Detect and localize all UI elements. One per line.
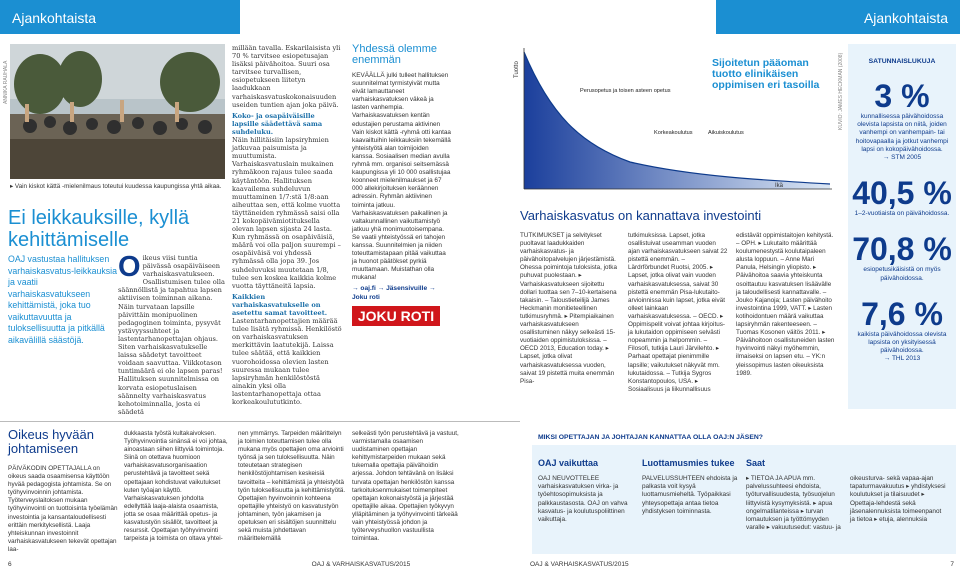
bottom-col-2: dukkaasta työstä kultakaivoksen. Työhyvinvointia sinänsä ei voi johtaa, ainoastaan siihen liittyviä toimintoja. Siinä on otettava huomioon varhaiskasvatusorganisaation perustehtävä ja tavoitteet sekä opettajaan kohdistuvat vaikutukset kuten työajan käyttö. Varhaiskasvatuksen johdolta edellyttää laaja-alaista osaamista, jotta se osaa määrittää opetus- ja kasvatustyön sisällöt, tavoitteet ja resurssit. Opettajan työhyvinvointi tarpeista ja toimista on oltava yhtei- [124, 430, 228, 543]
chart-credit: KUVIO: JAMES HECKMAN (2008) [838, 52, 844, 130]
article-text: ikeus viisi tuntia päivässä osapäiväiseen varhaiskasvatukseen. Osallistumisen tulee olla säännöllistä ja tapahtua lapsen aktiivisen toiminnan aikana. Näin turvataan lapsille päivittäin monipuolinen pedagoginen toiminta, pysyvät ystävyyssuhteet ja lastentarhanopettajan ohjaus. Siten varhaiskasvatukselle laissa säädetyt tavoitteet voidaan saavuttaa. Viikkotason tuntimäärä ei ole lapsen paras! Hallituksen suunnitelmissa on korvata esiopetuslaisen säännelty varhaiskasvatus kehotoiminnalla, josta ei säädetä [118, 254, 225, 416]
label-varhaiskasvatus: Varhaiskasvatus [538, 68, 582, 74]
subheading: Kaikkien varhaiskasvatukselle on asetettu samat tavoitteet. [232, 292, 328, 317]
oaj-link[interactable]: → oaj.fi → Jäsensivuille → Joku roti [352, 285, 436, 302]
page-number: 6 [8, 561, 12, 568]
label-aikuiskoulutus: Aikuiskoulutus [708, 130, 744, 136]
stat-value: 7,6 % [861, 295, 943, 332]
axis-y-label: Tuotto [514, 61, 520, 78]
membership-col-title: Luottamusmies tukee [642, 458, 735, 468]
sidebar-text: KEVÄÄLLÄ julki tulleet hallituksen suunnitelmat tyrmistyivät mutta eivät lamauttaneet varhaiskasvatuksen väkeä ja lasten vanhempia. Varhaiskasvatuksen kentän edustajien perustama aktivinen Vain kiskot kättä -ryhmä otti kantaa kaavailtuihin leikkauksiin tekemällä yhteistyötä alan toimijoiden kanssa. Sosiaalisen median avulla ryhmä mm. organisoi seitsemässä kaupungissa yli 10 000 osallistujaa koonneet mielenilmaukset ja 67 000 allekirjoituksen keräännen adressin. Ryhmän aktiivinen toiminta jatkuu. Varhaiskasvatuksen paikallinen ja valtakunnallinen vaikuttamistyö jatkuu yhä monimuotoisempana. Se vaatii yhteistyössä eri tahojen kanssa. Suunnitelmien ja niiden toteuttamistapaan pitää vaikuttaa ja huonot päätökset pyrkiä muuttamaan. Muistathan olla mukana! [352, 72, 451, 282]
header-label: Ajankohtaista [12, 10, 97, 26]
invest-col-2: tutkimuksissa. Lapset, jotka osallistuivat useamman vuoden ajan varhaiskasvatukseen saivat 22 pistettä enemmän. – Lärdrförbundet Ruotsi, 2005. ▸ Lapset, jotka olivat vain vuoden varhaiskasvatuksessa, saivat 30 pistettä enemmän Pisa-lukutaito-arvioinnissa kuin lapset, jotka eivät olleet lainkaan varhaiskasvatuksessa. – OECD. ▸ Oppimispelit voivat johtaa kirjoitus- ja lukutaidon oppimiseen selvästi nopeammin ja helpommin. – Filosofi, tutkija Lauri Järvilehto. ▸ Parhaat opettajat pienimmille lapsille; vaikutukset näkyvät mm. lukutaidossa. – Tutkija Sygros Konstantopoulos, USA. ▸ Sosiaalisuus ja liikunnallisuus [628, 232, 728, 393]
stat-source: → STM 2005 [882, 154, 922, 162]
footer-left [8, 561, 410, 568]
publication: OAJ & VARHAISKASVATUS/2015 [311, 561, 411, 568]
lead-intro: OAJ vastustaa hallituksen varhaiskasvatus-leikkauksia ja vaatii varhaiskasvatukseen kehittämistä, joka tuo vaikuttavuutta ja tuloksellisuutta ja pitkällä aikavälillä säästöjä. [8, 254, 118, 345]
side-credit: ANNIKA RAUHALA [3, 60, 9, 104]
membership-col-title: Saat [746, 458, 766, 468]
subheading: Koko- ja osapäiväisille lapsille säädettävä sama suhdeluku. [232, 111, 323, 136]
membership-col-title [850, 458, 946, 469]
lead-title: Ei leikkauksille, kyllä kehittämiselle [8, 207, 190, 251]
photo-caption: ▸ Vain kiskot kättä -mielenilmaus toteutui kuudessa kaupungissa yhtä aikaa. [10, 183, 222, 190]
stat-text: esiopetusikäisistä on myös päivähoidossa. [863, 266, 941, 282]
publication: OAJ & VARHAISKASVATUS/2015 [530, 561, 629, 568]
header-bar-right [716, 0, 960, 34]
header-label: Ajankohtaista [863, 10, 948, 26]
bottom-title: Oikeus hyvään johtamiseen [8, 427, 94, 456]
joku-roti-logo: JOKU ROTI [352, 306, 440, 326]
membership-col [746, 458, 842, 532]
membership-col-text: ▸ TIETOA JA APUA mm. palvelussuhteesi ehdoista, työturvallisuudesta, työsuojelun liittyvistä kysymyksistä. ▸ apua ongelmatilanteissa ▸ turvan lomautuksen ja työttömyyden varalle ▸ vakuutusedut: vastuu- ja [746, 475, 841, 532]
sidebar-title: Yhdessä olemme enemmän [352, 43, 437, 66]
protest-photo [10, 44, 225, 179]
article-col-3 [232, 44, 342, 406]
invest-col-3: edistävät oppimistaitojen kehitystä. – OPH. ▸ Lukutaito määrittää koulumenestystä koulutaipaleen alusta loppuun. – Anne Mari Panula, Helsingin yliopisto. ▸ Päivähoitoa saavia yhteiskunta osoittautuu kasvatuksen lisäävälle ja taloudellisesti kannattavalle. – Jouko Kajanoja; Lasten päivähoito investointina 1999, VATT. ▸ Lasten kotihoidontuen määrä vaikuttaa lapsiryhmän rakenteeseen. – Tuomas Kosonen väitös 2011. ▸ Päivähoitoon osallistuneiden lasten hyvinvointi näkyi myöhemmin, ilmaiseksi on lapsen etu. – YK:n yleissopimus lasten oikeuksista 1989. [736, 232, 835, 377]
footer-right [530, 561, 954, 568]
header-bar-left [0, 0, 240, 34]
chart-title: Sijoitetun pääoman tuotto elinikäisen oppimisen eri tasoilla [712, 57, 820, 91]
membership-col-text: oikeusturva- sekä vapaa-ajan tapaturmavakuutus ▸ yhdistyksesi koulutukset ja tilaisuudet ▸ Opettaja-lehdestä sekä jäsenalennuksista toimeenpanot ja tietoa ▸ etuja, alennuksia [850, 475, 946, 524]
bottom-col-4: selkeästi työn perustehtävä ja vastuut, varmistamalla osaamisen uudistaminen opettajan kehittymistarpeiden mukaan sekä tukemalla opettajia päivähoidin arjessa. Johdon tehtävänä on lisäksi turvata opettajan henkilöstön kanssa tarkoituksenmukaiset toimenpiteet opettajan kokonaistyöstä ja järjestää opettajille aikaa. Opettajien työkyvyn ylläpitäminen ja työhyvinvointi tärkeää vain yhteistyössä johdon ja työterveyshuollon vastuullista toimintaa. [352, 430, 459, 543]
stat-item [851, 297, 953, 364]
membership-col [642, 458, 738, 532]
label-korkeakoulutus: Korkeakoulutus [654, 130, 693, 136]
article-text: Näin hillitäisiin lapsiryhmien jatkuvaa paisumista ja muuttumista. Varhaiskasvatuslain mukainen ryhmäkoon rajaus tulee saada käytäntöön. Hallituksen kaavailema suhdeluvun muuttaminen 1/7:stä 1/8:aan aiheuttaa sen, että kolme vuotta täyttäneiden ryhmässä saisi olla 21 kokopäivämiotituksella olevan lapsen sijasta 24 lasta. Kun ryhmässä on osapäiväisiä, määrä voi olla paljon suurempi – osapäiväisä voi yhdessä ryhmässä olla jopa 39. Jos suhdeluvuksi muutetaan 1/8, tulee sen koskea kaikkia kolme vuotta täyttäneitä lapsia. [232, 136, 341, 290]
membership-col-text: PALVELUSSUHTEEN ehdoista ja palkasta voit kysyä luottamusmieheltä. Työpaikkasi yhteysopettaja antaa tietoa yhdistyksen toiminnasta. [642, 475, 738, 515]
stat-item [851, 176, 953, 218]
stats-panel [848, 44, 956, 409]
stat-value: 3 % [874, 78, 930, 114]
membership-heading: MIKSI OPETTAJAN JA JOHTAJAN KANNATTAA OLLA OAJ:N JÄSEN? [532, 430, 956, 446]
stat-text: kunnallisessa päivähoidossa olevista lapsista on niitä, joiden vanhempi on vanhempain- tai hoitovapaalla ja jotkut vanhempi lapsi on kokopäivähoidossa. [855, 113, 949, 153]
membership-col-title: OAJ vaikuttaa [538, 458, 599, 468]
stat-item [851, 79, 953, 162]
membership-box [532, 430, 956, 554]
dropcap: O [118, 251, 141, 283]
stat-value: 40,5 % [852, 175, 952, 212]
photo-caption-text: Vain kiskot kättä -mielenilmaus toteutui kuudessa kaupungissa yhtä aikaa. [14, 183, 222, 190]
article-col-2 [118, 251, 228, 416]
divider [0, 421, 520, 422]
membership-col-text: OAJ NEUVOTTELEE varhaiskasvatuksen virka- ja työehtosopimuksista ja palkkaustasosta. OAJ on vahva kasvatus- ja koulutuspoliittinen vaikuttaja. [538, 475, 628, 524]
axis-x-label: Ikä [775, 183, 784, 189]
sidebar-box [352, 44, 452, 326]
stat-source: → THL 2013 [883, 355, 921, 363]
stat-item [851, 232, 953, 282]
invest-col-1: TUTKIMUKSET ja selvitykset puoltavat laadukkaiden varhaiskasvatus- ja päivähoitopalvelujen järjestämistä. Ohessa poimintoja tuloksista, jotka puhuvat puolestaan. ▸ Varhaiskasvatukseen sijoitettu dollari tuottaa sen 7–10-kertaisena takaisin. – Taloustieteilijä James Heckmanin monitieteellinen tutkimusryhmä. ▸ Pitempiaikainen varhaiskasvatukseen osallistuminen näkyy selkeästi 15-vuotiaiden oppimistuloksissa. – OECD 2013, Education today. ▸ Lapset, jotka olivat varhaiskasvatuksessa vuoden, saivat 19 pistettä muita enemmän Pisa- [520, 232, 617, 385]
bottom-col-3: nen ymmärrys. Tarpeiden määrittelyn ja toimien toteuttamisen tulee olla mukana myös opettajien oma arviointi työnsä ja sen tuloksellisuutta. Näin toteutetaan strategisen henkilöstöjohtamisen keskeisiä tavoitteita – kehittämistä ja yhteistyötä työn tuloksellisuutta ja kehittämistyötä. Opettajien hyvinvoinnin kohteena opettajille yhteistyö on kasvatustyön johtaminen, työn jakamisen ja opetuksen eri sisältöjen suunnittelu sekä muista johdettavan määrittelemällä [238, 430, 346, 543]
membership-col [850, 458, 946, 532]
stat-text: 1–2-vuotiaista on päivähoidossa. [854, 210, 950, 218]
label-perusopetus: Perusopetus ja toisen asteen opetus [580, 88, 671, 94]
bottom-col-1: PÄIVÄKODIN OPETTAJALLA on oikeus saada osaamisensa käyttöön hyvää pedagogista johtamista. Se on työhyvinvoinnin johtamista. Työterveyslaitoksen mukaan työhyvinvointi on tuottoisinta työelämän investointia ja kansantaloudellisesti erittäin merkityksellistä. Laaja yhteiskunnan investoinnit varhaiskasvatukseen tekevät opettajan laa- [8, 465, 118, 553]
membership-col [538, 458, 634, 532]
article-text: Lastentarhanopettajien määrää tulee lisätä ryhmissä. Henkilöstö on varhaiskasvatuksen merkittävin laatutekijä. Laissa tulee säätää, että kaikkien vuorohoidossa olevien lasten suuressa mukaan tulee lapsiryhmän henkilöstöstä ainakin yksi olla lastentarhanopettaja ottaa korkeakoulututkinto. [232, 317, 342, 407]
page-number: 7 [950, 561, 954, 568]
stat-text: kaikista päivähoidossa olevista lapsista on yksityisessä päivähoidossa. [857, 330, 947, 355]
stats-heading: SATUNNAISLUKUJA [868, 58, 936, 65]
stat-value: 70,8 % [852, 231, 952, 268]
article-text: millään tavalla. Eskarilaisista yli 70 % tarvitsee esiopetusajan lisäksi päivähoitoa. Suuri osa tarvitsee turvallisen, esiopetukseen liitetyn laadukkaan varhaiskasvatuskokonaisuuden useiden tuntien ajan joka päivä. [232, 44, 341, 109]
invest-title: Varhaiskasvatus on kannattava investointi [520, 208, 762, 223]
